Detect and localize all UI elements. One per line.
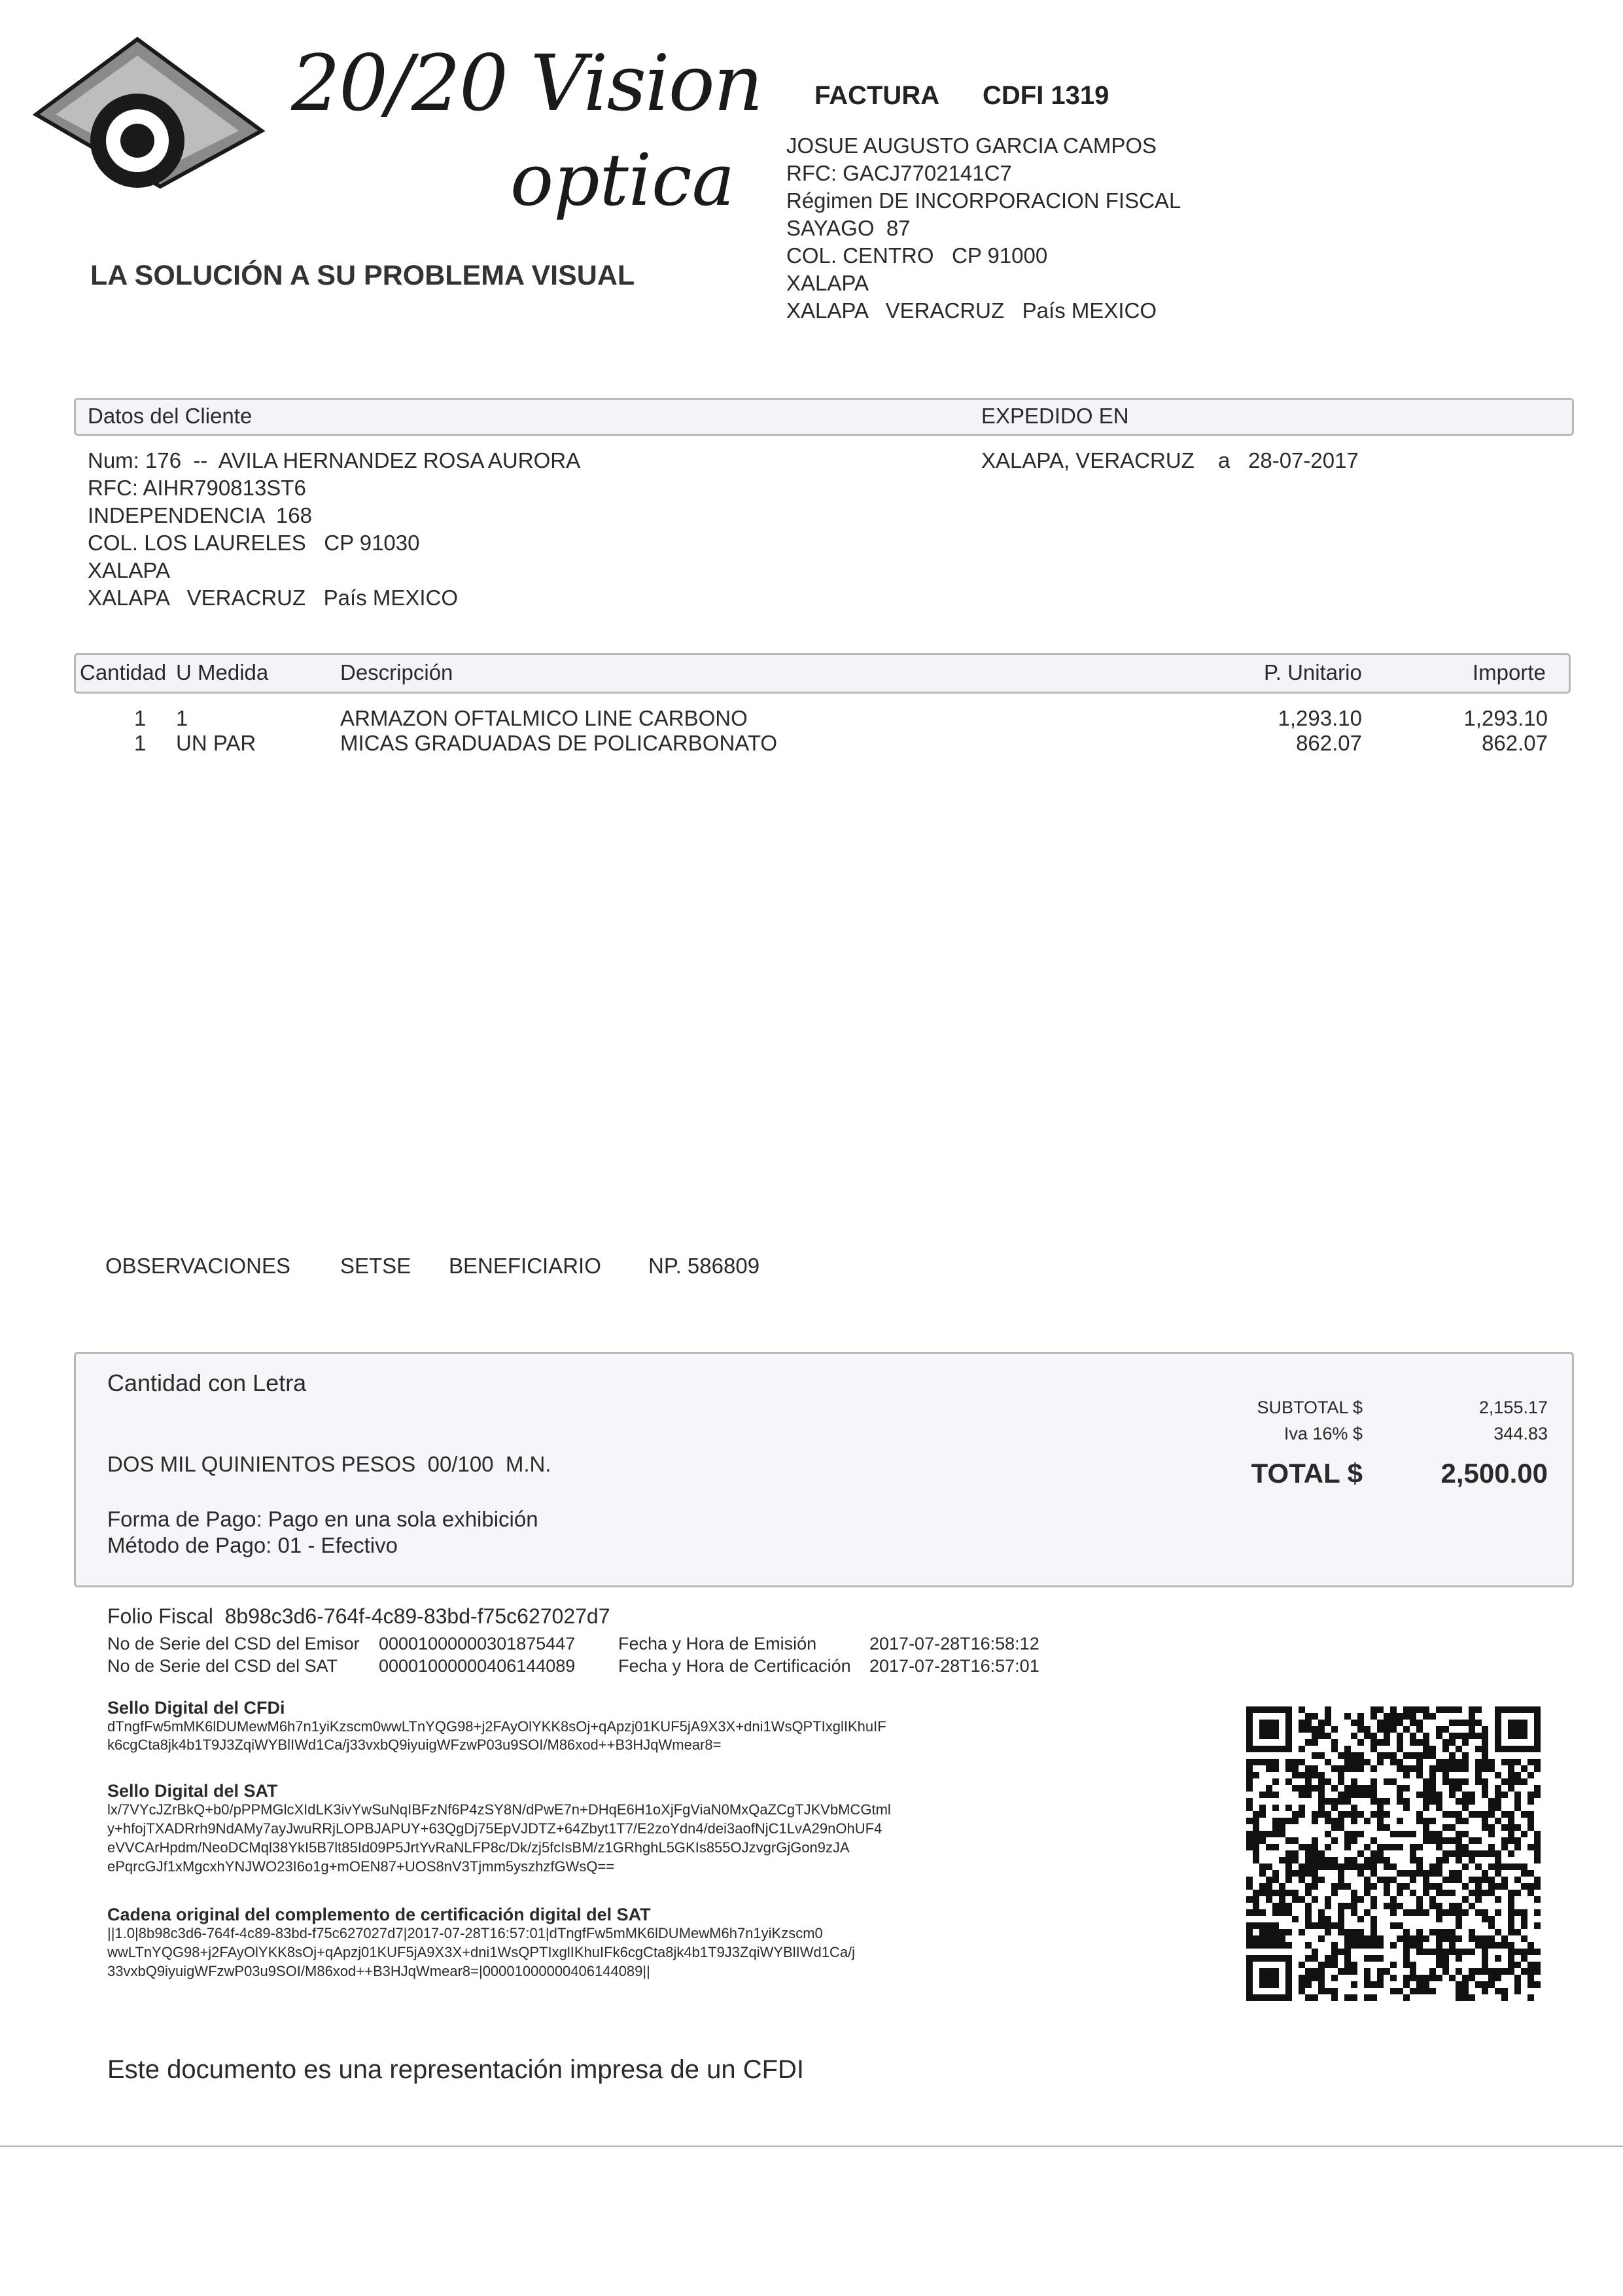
issuer-street: SAYAGO 87 xyxy=(786,216,911,240)
logo-text-line1: 20/20 Vision xyxy=(291,38,762,128)
logo-text-line2: optica xyxy=(510,138,735,222)
folio-fiscal: Folio Fiscal 8b98c3d6-764f-4c89-83bd-f75c627027d7 xyxy=(107,1604,610,1628)
emission-date-label: Fecha y Hora de Emisión xyxy=(618,1634,817,1653)
payment-method: Método de Pago: 01 - Efectivo xyxy=(107,1533,398,1557)
row-descripcion: MICAS GRADUADAS DE POLICARBONATO xyxy=(340,731,778,755)
iva-value: 344.83 xyxy=(1493,1424,1548,1443)
row-descripcion: ARMAZON OFTALMICO LINE CARBONO xyxy=(340,706,748,730)
issuer-state: XALAPA VERACRUZ País MEXICO xyxy=(786,298,1157,323)
cfdi-seal-line: dTngfFw5mMK6lDUMewM6h7n1yiKzscm0wwLTnYQG98+j2FAyOlYKK8sOj+qApzj01KUF5jA9X3X+dni1WsQPTIxglIKhuIF xyxy=(107,1718,886,1735)
client-block xyxy=(88,447,580,612)
cfdi-seal-line: k6cgCta8jk4b1T9J3ZqiWYBlIWd1Ca/j33vxbQ9iyuigWFzwP03u9SOI/M86xod++B3HJqWmear8= xyxy=(107,1737,722,1753)
observations-value-2: BENEFICIARIO xyxy=(449,1254,601,1278)
client-street: INDEPENDENCIA 168 xyxy=(88,503,312,527)
observations-value-3: NP. 586809 xyxy=(648,1254,760,1278)
total-value: 2,500.00 xyxy=(1440,1458,1548,1489)
client-state: XALAPA VERACRUZ País MEXICO xyxy=(88,586,459,610)
col-descripcion: Descripción xyxy=(340,660,453,684)
expedition-place: XALAPA, VERACRUZ xyxy=(981,448,1195,472)
csd-emisor-value: 00001000000301875447 xyxy=(379,1634,576,1653)
csd-sat-label: No de Serie del CSD del SAT xyxy=(107,1656,338,1676)
observations-label: OBSERVACIONES xyxy=(105,1254,291,1278)
issuer-colony: COL. CENTRO CP 91000 xyxy=(786,243,1048,268)
issuer-city: XALAPA xyxy=(786,271,869,295)
cadena-original-line: wwLTnYQG98+j2FAyOlYKK8sOj+qApzj01KUF5jA9X3X+dni1WsQPTIxglIKhuIFk6cgCta8jk4b1T9J3ZqiWYBlIWd1Ca/j xyxy=(107,1944,856,1960)
client-rfc: RFC: AIHR790813ST6 xyxy=(88,476,306,500)
subtotal-label: SUBTOTAL $ xyxy=(1257,1398,1363,1417)
total-label: TOTAL $ xyxy=(1251,1458,1363,1489)
iva-label: Iva 16% $ xyxy=(1283,1424,1363,1443)
certification-date-label: Fecha y Hora de Certificación xyxy=(618,1656,851,1676)
col-importe: Importe xyxy=(1473,660,1546,684)
issuer-regime: Régimen DE INCORPORACION FISCAL xyxy=(786,188,1181,213)
expedition-a: a xyxy=(1218,448,1230,472)
emission-date-value: 2017-07-28T16:58:12 xyxy=(869,1634,1039,1653)
company-tagline: LA SOLUCIÓN A SU PROBLEMA VISUAL xyxy=(90,260,635,291)
qr-code-icon xyxy=(1246,1706,1541,2001)
eye-logo-icon xyxy=(29,33,271,190)
amount-in-words-label: Cantidad con Letra xyxy=(107,1369,307,1396)
footer-divider xyxy=(0,2146,1623,2147)
subtotal-value: 2,155.17 xyxy=(1478,1398,1548,1417)
sat-seal-line: lx/7VYcJZrBkQ+b0/pPPMGlcXIdLK3ivYwSuNqIBFzNf6P4zSY8N/dPwE7n+DHqE6H1oXjFgViaN0MxQaZCgTJKVbMCGtml xyxy=(107,1801,891,1818)
col-punitario: P. Unitario xyxy=(1264,660,1362,684)
row-importe: 1,293.10 xyxy=(1463,706,1548,730)
client-header-bar xyxy=(74,398,1574,436)
row-importe: 862.07 xyxy=(1482,731,1548,755)
row-umedida: 1 xyxy=(176,706,188,730)
invoice-type: FACTURA xyxy=(814,81,940,110)
row-punitario: 1,293.10 xyxy=(1278,706,1362,730)
col-umedida: U Medida xyxy=(176,660,269,684)
client-num-name: Num: 176 -- AVILA HERNANDEZ ROSA AURORA xyxy=(88,448,581,472)
sat-seal-line: ePqrcGJf1xMgcxhYNJWO23I6o1g+mOEN87+UOS8nV3Tjmm5yszhzfGWsQ== xyxy=(107,1858,615,1875)
sat-seal-title: Sello Digital del SAT xyxy=(107,1781,278,1801)
sat-seal-line: eVVCArHpdm/NeoDCMql38YkI5B7lt85Id09P5JrtYvRaNLFP8c/Dk/zj5fcIsBM/z1GRhghL5GKIs855OJzvgrGjGon9zJA xyxy=(107,1839,850,1856)
cadena-original-title: Cadena original del complemento de certificación digital del SAT xyxy=(107,1905,651,1924)
cfdi-seal-title: Sello Digital del CFDi xyxy=(107,1698,285,1718)
row-cantidad: 1 xyxy=(134,731,147,755)
row-cantidad: 1 xyxy=(134,706,147,730)
issuer-rfc: RFC: GACJ7702141C7 xyxy=(786,161,1012,185)
sat-seal-line: y+hfojTXADRrh9NdAMy7ayJwuRRjLOPBJAPUY+63QgDj75EpVJDTZ+64Zbyt1T7/E2zoYdn4/dei3aofNjC1LvA29nOhUF4 xyxy=(107,1820,882,1837)
observations-value-1: SETSE xyxy=(340,1254,411,1278)
cadena-original-line: ||1.0|8b98c3d6-764f-4c89-83bd-f75c627027d7|2017-07-28T16:57:01|dTngfFw5mMK6lDUMewM6h7n1yiKzscm0 xyxy=(107,1925,823,1941)
client-colony: COL. LOS LAURELES CP 91030 xyxy=(88,531,420,555)
issuer-block xyxy=(786,132,1181,325)
expedition-date: 28-07-2017 xyxy=(1248,448,1359,472)
payment-form: Forma de Pago: Pago en una sola exhibición xyxy=(107,1507,538,1531)
issuer-name: JOSUE AUGUSTO GARCIA CAMPOS xyxy=(786,133,1157,158)
csd-emisor-label: No de Serie del CSD del Emisor xyxy=(107,1634,360,1653)
company-logo xyxy=(29,33,271,190)
csd-sat-value: 00001000000406144089 xyxy=(379,1656,576,1676)
amount-in-words: DOS MIL QUINIENTOS PESOS 00/100 M.N. xyxy=(107,1452,551,1476)
row-punitario: 862.07 xyxy=(1296,731,1362,755)
client-header-label: Datos del Cliente xyxy=(88,404,253,428)
col-cantidad: Cantidad xyxy=(80,660,167,684)
expedition-header-label: EXPEDIDO EN xyxy=(981,404,1129,428)
cfdi-footer-note: Este documento es una representación impresa de un CFDI xyxy=(107,2055,805,2084)
invoice-number: CDFI 1319 xyxy=(983,81,1109,110)
client-city: XALAPA xyxy=(88,558,170,582)
certification-date-value: 2017-07-28T16:57:01 xyxy=(869,1656,1039,1676)
row-umedida: UN PAR xyxy=(176,731,256,755)
cadena-original-line: 33vxbQ9iyuigWFzwP03u9SOI/M86xod++B3HJqWmear8=|00001000000406144089|| xyxy=(107,1963,650,1979)
